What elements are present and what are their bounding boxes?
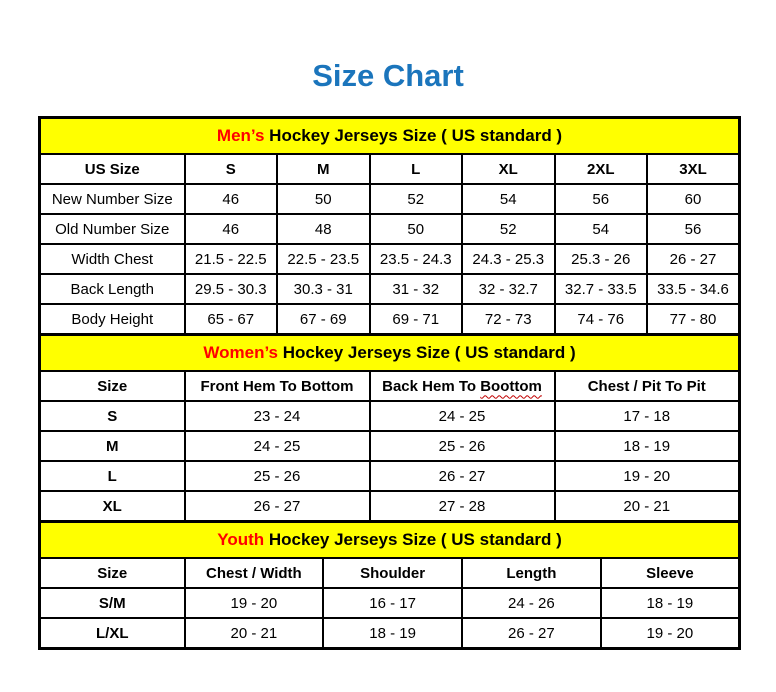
womens-table-title-band [40,335,740,372]
youth-band-highlight: Youth [217,530,265,549]
table-row-womens-xl [40,491,740,522]
column-header-chest-width: Chest / Width [185,558,324,588]
size-value-cell: 65 - 67 [185,304,278,335]
page-title: Size Chart [312,58,464,93]
size-value-cell: 26 - 27 [462,618,601,649]
row-label: Width Chest [40,244,185,274]
size-value-cell: 54 [462,184,555,214]
table-row-womens-s [40,401,740,431]
row-label: M [40,431,185,461]
youth-table-title-band [40,522,740,559]
table-row-youth-lxl [40,618,740,649]
size-value-cell: 74 - 76 [555,304,648,335]
row-label: New Number Size [40,184,185,214]
row-label: Back Length [40,274,185,304]
mens-size-table [38,116,741,336]
size-value-cell: 22.5 - 23.5 [277,244,370,274]
size-value-cell: 33.5 - 34.6 [647,274,740,304]
column-header-3xl: 3XL [647,154,740,184]
column-header-length: Length [462,558,601,588]
size-value-cell: 60 [647,184,740,214]
womens-band-rest: Hockey Jerseys Size ( US standard ) [278,343,576,362]
size-value-cell: 23 - 24 [185,401,370,431]
size-value-cell: 18 - 19 [601,588,740,618]
table-row-youth-sm [40,588,740,618]
womens-size-table [38,333,741,523]
size-value-cell: 54 [555,214,648,244]
size-value-cell: 19 - 20 [601,618,740,649]
size-value-cell: 32.7 - 33.5 [555,274,648,304]
youth-band-cell [40,522,740,559]
size-value-cell: 48 [277,214,370,244]
table-row-womens-m [40,431,740,461]
size-value-cell: 26 - 27 [370,461,555,491]
column-header-us-size: US Size [40,154,185,184]
size-value-cell: 17 - 18 [555,401,740,431]
mens-band-cell [40,118,740,155]
size-value-cell: 24.3 - 25.3 [462,244,555,274]
size-value-cell: 19 - 20 [555,461,740,491]
table-row-body-height [40,304,740,335]
youth-size-table [38,520,741,650]
table-row-back-length [40,274,740,304]
table-row-width-chest [40,244,740,274]
size-value-cell: 46 [185,214,278,244]
back-hem-prefix: Back Hem To [382,377,477,395]
youth-header-row [40,558,740,588]
size-value-cell: 56 [555,184,648,214]
row-label: S [40,401,185,431]
column-header-2xl: 2XL [555,154,648,184]
size-value-cell: 77 - 80 [647,304,740,335]
size-value-cell: 24 - 25 [370,401,555,431]
size-value-cell: 32 - 32.7 [462,274,555,304]
column-header-s: S [185,154,278,184]
size-value-cell: 52 [462,214,555,244]
table-row-womens-l [40,461,740,491]
size-value-cell: 27 - 28 [370,491,555,522]
size-value-cell: 29.5 - 30.3 [185,274,278,304]
size-value-cell: 69 - 71 [370,304,463,335]
womens-band-cell [40,335,740,372]
size-value-cell: 46 [185,184,278,214]
row-label: L/XL [40,618,185,649]
size-value-cell: 50 [370,214,463,244]
column-header-l: L [370,154,463,184]
womens-band-highlight: Women’s [203,343,278,362]
size-value-cell: 26 - 27 [185,491,370,522]
size-value-cell: 25 - 26 [370,431,555,461]
size-value-cell: 21.5 - 22.5 [185,244,278,274]
mens-header-row [40,154,740,184]
youth-band-rest: Hockey Jerseys Size ( US standard ) [264,530,562,549]
table-row-old-number-size [40,214,740,244]
row-label: Old Number Size [40,214,185,244]
size-value-cell: 25 - 26 [185,461,370,491]
column-header-shoulder: Shoulder [323,558,462,588]
size-value-cell: 24 - 26 [462,588,601,618]
mens-band-rest: Hockey Jerseys Size ( US standard ) [264,126,563,145]
column-header-xl: XL [462,154,555,184]
size-value-cell: 20 - 21 [185,618,324,649]
size-value-cell: 20 - 21 [555,491,740,522]
column-header-size: Size [40,371,185,401]
mens-band-highlight: Men’s [216,126,265,145]
size-value-cell: 16 - 17 [323,588,462,618]
size-value-cell: 23.5 - 24.3 [370,244,463,274]
row-label: Body Height [40,304,185,335]
size-chart [38,116,738,650]
size-value-cell: 26 - 27 [647,244,740,274]
size-value-cell: 18 - 19 [323,618,462,649]
size-value-cell: 52 [370,184,463,214]
misspelled-word: Boottom [480,377,542,395]
column-header-chest-pit: Chest / Pit To Pit [555,371,740,401]
size-value-cell: 67 - 69 [277,304,370,335]
size-value-cell: 25.3 - 26 [555,244,648,274]
row-label: XL [40,491,185,522]
column-header-sleeve: Sleeve [601,558,740,588]
column-header-m: M [277,154,370,184]
column-header-size: Size [40,558,185,588]
row-label: L [40,461,185,491]
size-value-cell: 50 [277,184,370,214]
size-value-cell: 18 - 19 [555,431,740,461]
row-label: S/M [40,588,185,618]
size-value-cell: 30.3 - 31 [277,274,370,304]
mens-table-title-band [40,118,740,155]
womens-header-row [40,371,740,401]
size-value-cell: 72 - 73 [462,304,555,335]
table-row-new-number-size [40,184,740,214]
size-value-cell: 56 [647,214,740,244]
size-value-cell: 19 - 20 [185,588,324,618]
column-header-front-hem: Front Hem To Bottom [185,371,370,401]
size-value-cell: 31 - 32 [370,274,463,304]
size-value-cell: 24 - 25 [185,431,370,461]
column-header-back-hem [370,371,555,401]
